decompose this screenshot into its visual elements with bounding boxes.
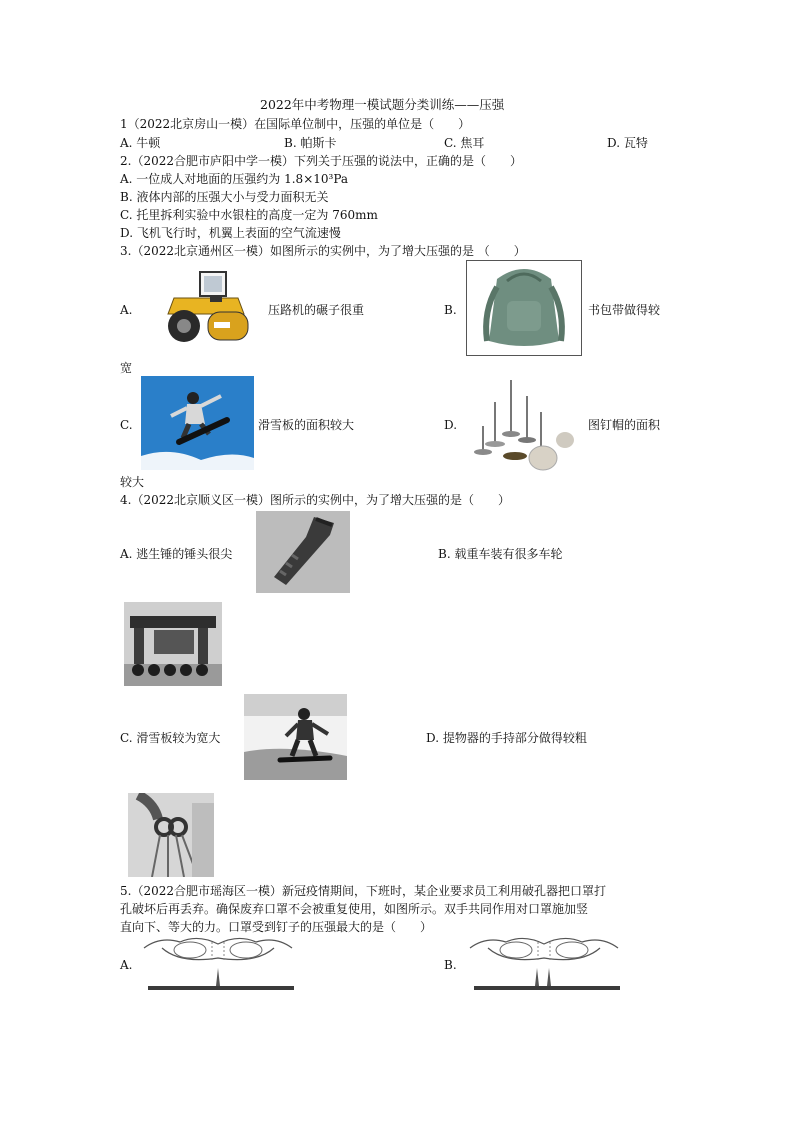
q4-option-b: B. 载重车装有很多车轮 bbox=[438, 547, 563, 561]
q3-option-a-letter: A. bbox=[120, 303, 133, 317]
q2-option-d: D. 飞机飞行时，机翼上表面的空气流速慢 bbox=[120, 226, 341, 240]
bag-carrier-image bbox=[128, 793, 214, 877]
q4-option-d: D. 提物器的手持部分做得较粗 bbox=[426, 731, 587, 745]
q3-option-d-letter: D. bbox=[444, 418, 458, 432]
snowboard-image bbox=[244, 694, 347, 780]
road-roller-image bbox=[154, 268, 250, 346]
question-3-stem: 3.（2022北京通州区一模）如图所示的实例中，为了增大压强的是 （ ） bbox=[120, 244, 526, 258]
question-2-stem: 2.（2022合肥市庐阳中学一模）下列关于压强的说法中，正确的是（ ） bbox=[120, 154, 522, 168]
page-title: 2022年中考物理一模试题分类训练——压强 bbox=[260, 97, 505, 112]
thumbtacks-image bbox=[465, 376, 581, 472]
mask-punch-b-image bbox=[466, 934, 621, 992]
q1-option-b: B. 帕斯卡 bbox=[284, 136, 337, 150]
q1-option-d: D. 瓦特 bbox=[607, 136, 648, 150]
heavy-truck-image bbox=[124, 602, 222, 686]
q2-option-a: A. 一位成人对地面的压强约为 1.8×10³Pa bbox=[120, 172, 349, 186]
question-5-stem-line-3: 直向下、等大的力。口罩受到钉子的压强最大的是（ ） bbox=[120, 920, 433, 934]
question-4-stem: 4.（2022北京顺义区一模）图所示的实例中，为了增大压强的是（ ） bbox=[120, 493, 510, 507]
q1-option-c: C. 焦耳 bbox=[444, 136, 485, 150]
q5-option-a: A. bbox=[120, 958, 133, 972]
q4-option-a: A. 逃生锤的锤头很尖 bbox=[120, 547, 233, 561]
q3-option-d-continuation: 较大 bbox=[120, 475, 145, 489]
q3-option-b-letter: B. bbox=[444, 303, 457, 317]
q2-option-b: B. 液体内部的压强大小与受力面积无关 bbox=[120, 190, 329, 204]
escape-hammer-image bbox=[256, 511, 350, 593]
q5-option-b: B. bbox=[444, 958, 457, 972]
question-5-stem-line-1: 5.（2022合肥市瑶海区一模）新冠疫情期间，下班时，某企业要求员工利用破孔器把口罩打 bbox=[120, 884, 606, 898]
mask-punch-a-image bbox=[140, 934, 295, 992]
q2-option-c: C. 托里拆利实验中水银柱的高度一定为 760mm bbox=[120, 208, 378, 222]
q3-option-b-continuation: 宽 bbox=[120, 361, 133, 375]
q3-option-a-text: 压路机的碾子很重 bbox=[268, 303, 365, 317]
snowboarder-image bbox=[141, 376, 254, 470]
q3-option-b-text: 书包带做得较 bbox=[588, 303, 661, 317]
q3-option-c-text: 滑雪板的面积较大 bbox=[258, 418, 355, 432]
q3-option-c-letter: C. bbox=[120, 418, 133, 432]
q4-option-c: C. 滑雪板较为宽大 bbox=[120, 731, 221, 745]
backpack-image bbox=[466, 260, 582, 356]
question-1-stem: 1（2022北京房山一模）在国际单位制中，压强的单位是（ ） bbox=[120, 117, 471, 131]
q3-option-d-text: 图钉帽的面积 bbox=[588, 418, 661, 432]
question-5-stem-line-2: 孔破坏后再丢弃。确保废弃口罩不会被重复使用，如图所示。双手共同作用对口罩施加竖 bbox=[120, 902, 589, 916]
q1-option-a: A. 牛顿 bbox=[120, 136, 161, 150]
